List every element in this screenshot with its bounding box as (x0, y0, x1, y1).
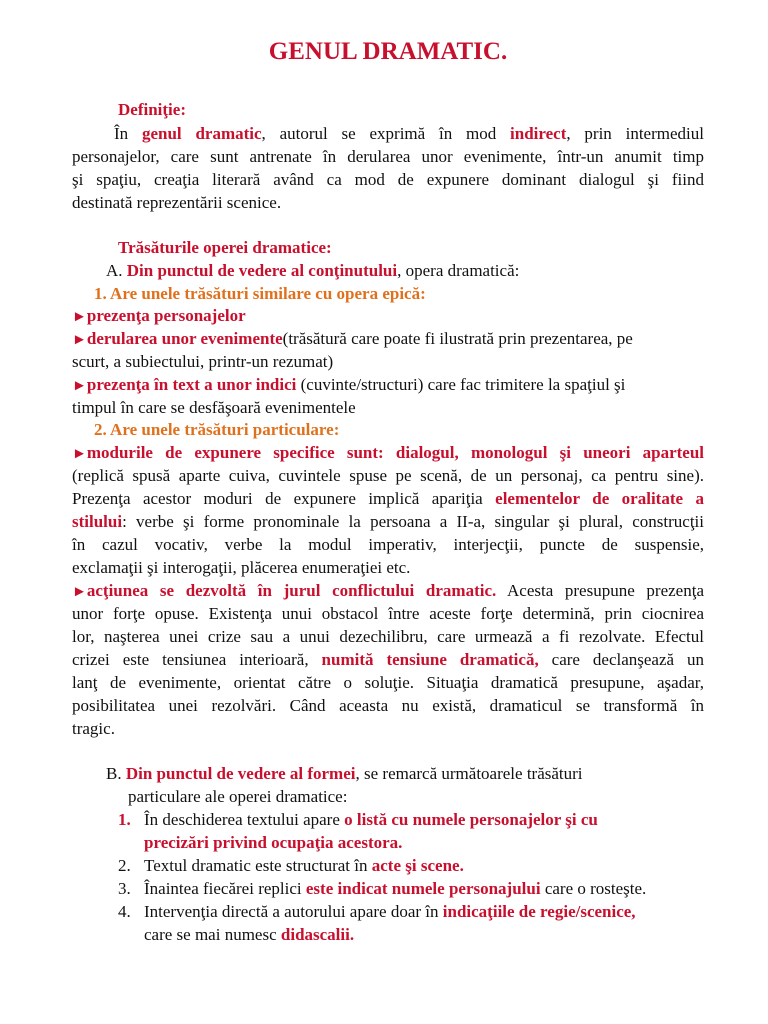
moduri-line-5: exclamaţii şi interogaţii, plăcerea enumeraţiei etc. (72, 558, 411, 577)
conflict-line-2: lor, naşterea unei crize sau a unui dezechilibru, care urmează a fi rezolvate. Efectul (72, 627, 704, 646)
bullet-conflict: ►acţiunea se dezvoltă în jurul conflictului dramatic. Acesta presupune prezenţa (72, 581, 704, 600)
moduri-line-4: în cazul vocativ, verbe la modul imperativ, interjecţii, puncte de suspensie, (72, 535, 704, 554)
bullet-personaje: ►prezenţa personajelor (72, 306, 246, 325)
bullet-triangle-icon: ► (72, 378, 87, 394)
list-item-1: 1. În deschiderea textului apare o listă cu numele personajelor şi cu (118, 810, 598, 829)
bullet-evenimente: ►derularea unor evenimente(trăsătură care poate fi ilustrată prin prezentarea, pe (72, 329, 633, 348)
bullet-indici-cont: timpul în care se desfăşoară evenimentele (72, 398, 356, 417)
section-a2-heading: 2. Are unele trăsături particulare: (94, 420, 340, 439)
section-b-heading-cont: particulare ale operei dramatice: (128, 787, 348, 806)
list-item-2: 2. Textul dramatic este structurat în acte şi scene. (118, 856, 464, 875)
conflict-line-6: tragic. (72, 719, 115, 738)
definition-line-2: personajelor, care sunt antrenate în derularea unor evenimente, într-un anumit timp (72, 147, 704, 166)
definition-line-3: şi spaţiu, creaţia literară având ca mod de expunere dominant dialogul şi fiind (72, 170, 704, 189)
features-heading: Trăsăturile operei dramatice: (118, 238, 332, 257)
bullet-triangle-icon: ► (72, 584, 87, 600)
conflict-line-4: lanţ de evenimente, orientat către o soluţie. Situaţia dramatică presupune, aşadar, (72, 673, 704, 692)
definition-line-1: În genul dramatic, autorul se exprimă în mod indirect, prin intermediul (114, 124, 704, 143)
section-b-heading: B. Din punctul de vedere al formei, se remarcă următoarele trăsături (106, 764, 583, 783)
bullet-triangle-icon: ► (72, 309, 87, 325)
moduri-line-3: stilului: verbe şi forme pronominale la persoana a II-a, singular şi plural, construcţii (72, 512, 704, 531)
definition-heading: Definiţie: (118, 100, 186, 119)
list-item-1-cont: precizări privind ocupaţia acestora. (144, 833, 403, 852)
bullet-triangle-icon: ► (72, 332, 87, 348)
list-item-3: 3. Înaintea fiecărei replici este indicat numele personajului care o rosteşte. (118, 879, 647, 898)
conflict-line-5: posibilitatea unei rezolvări. Când aceasta nu există, dramaticul se transformă în (72, 696, 704, 715)
conflict-line-1: unor forţe opuse. Existenţa unui obstacol între aceste forţe determină, prin ciocnirea (72, 604, 704, 623)
bullet-evenimente-cont: scurt, a subiectului, printr-un rezumat) (72, 352, 334, 371)
moduri-line-2: Prezenţa acestor moduri de expunere implică apariţia elementelor de oralitate a (72, 489, 704, 508)
section-a-heading: A. Din punctul de vedere al conţinutului, opera dramatică: (106, 261, 520, 280)
list-item-4-cont: care se mai numesc didascalii. (144, 925, 355, 944)
definition-line-4: destinată reprezentării scenice. (72, 193, 282, 212)
section-a1-heading: 1. Are unele trăsături similare cu opera epică: (94, 284, 426, 303)
page-title: GENUL DRAMATIC. (268, 38, 508, 65)
bullet-moduri: ►modurile de expunere specifice sunt: dialogul, monologul şi uneori aparteul (72, 443, 704, 462)
list-item-4: 4. Intervenţia directă a autorului apare doar în indicaţiile de regie/scenice, (118, 902, 636, 921)
bullet-indici: ►prezenţa în text a unor indici (cuvinte/structuri) care fac trimitere la spaţiul şi (72, 375, 626, 394)
bullet-triangle-icon: ► (72, 446, 87, 462)
moduri-line-1: (replică spusă aparte cuiva, cuvintele spuse pe scenă, de un personaj, ca pentru sine). (72, 466, 704, 485)
conflict-line-3: crizei este tensiunea interioară, numită tensiune dramatică, care declanşează un (72, 650, 705, 669)
